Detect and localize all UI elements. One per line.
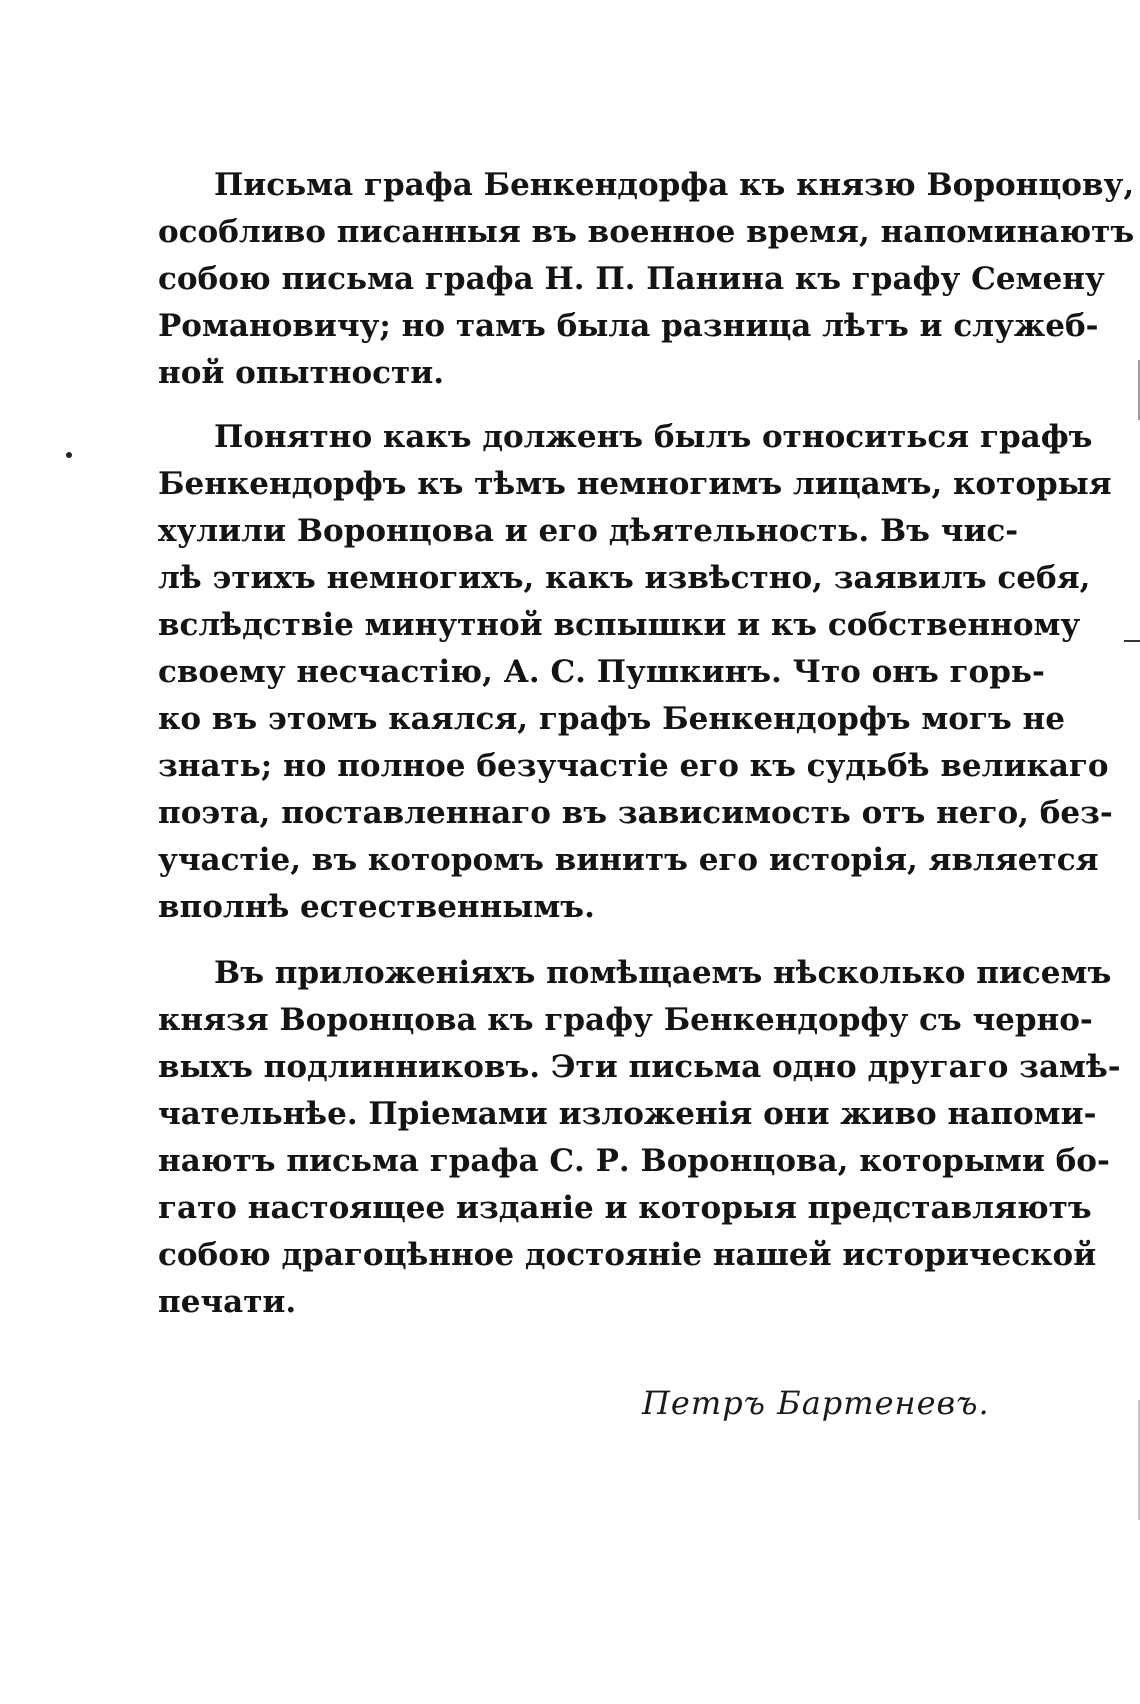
page-edge-mark — [1124, 640, 1140, 642]
text-line: гато настоящее изданіе и которыя представляютъ — [158, 1190, 1092, 1226]
text-line: лѣ этихъ немногихъ, какъ извѣстно, заявилъ себя, — [158, 560, 1091, 596]
text-line: хулили Воронцова и его дѣятельность. Въ чис- — [158, 513, 1019, 549]
text-line: чательнѣе. Пріемами изложенія они живо напоми- — [158, 1096, 1097, 1132]
text-line: вслѣдствіе минутной вспышки и къ собственному — [158, 607, 1081, 643]
text-line: собою письма графа Н. П. Панина къ графу Семену — [158, 261, 1105, 297]
text-line: князя Воронцова къ графу Бенкендорфу съ черно- — [158, 1002, 1093, 1038]
text-line: знать; но полное безучастіе его къ судьбѣ великаго — [158, 748, 1109, 784]
signature-block — [642, 1384, 990, 1422]
stray-ink-mark — [66, 452, 72, 458]
text-line: Романовичу; но тамъ была разница лѣтъ и служеб- — [158, 308, 1099, 344]
text-line: участіе, въ которомъ винитъ его исторія, является — [158, 842, 1099, 878]
text-line: наютъ письма графа С. Р. Воронцова, которыми бо- — [158, 1143, 1110, 1179]
text-line: особливо писанныя въ военное время, напоминаютъ — [158, 214, 1135, 250]
text-line: ко въ этомъ каялся, графъ Бенкендорфъ могъ не — [158, 701, 1065, 737]
text-line: вполнѣ естественнымъ. — [158, 889, 595, 925]
paragraph-1 — [158, 162, 1135, 397]
text-line: своему несчастію, А. С. Пушкинъ. Что онъ горь- — [158, 654, 1045, 690]
text-line: Понятно какъ долженъ былъ относиться графъ — [214, 419, 1093, 455]
text-line: ной опытности. — [158, 355, 445, 391]
paragraph-3 — [158, 950, 1121, 1326]
paragraph-2 — [158, 414, 1113, 931]
text-line: выхъ подлинниковъ. Эти письма одно другаго замѣ- — [158, 1049, 1121, 1085]
text-line: собою драгоцѣнное достояніе нашей исторической — [158, 1237, 1097, 1273]
author-signature: Петръ Бартеневъ. — [642, 1384, 990, 1422]
text-line: Бенкендорфъ къ тѣмъ немногимъ лицамъ, которыя — [158, 466, 1112, 502]
text-line: Въ приложеніяхъ помѣщаемъ нѣсколько писемъ — [214, 955, 1112, 991]
text-line: Письма графа Бенкендорфа къ князю Воронцову, — [214, 167, 1135, 203]
text-line: печати. — [158, 1284, 297, 1320]
text-line: поэта, поставленнаго въ зависимость отъ него, без- — [158, 795, 1113, 831]
